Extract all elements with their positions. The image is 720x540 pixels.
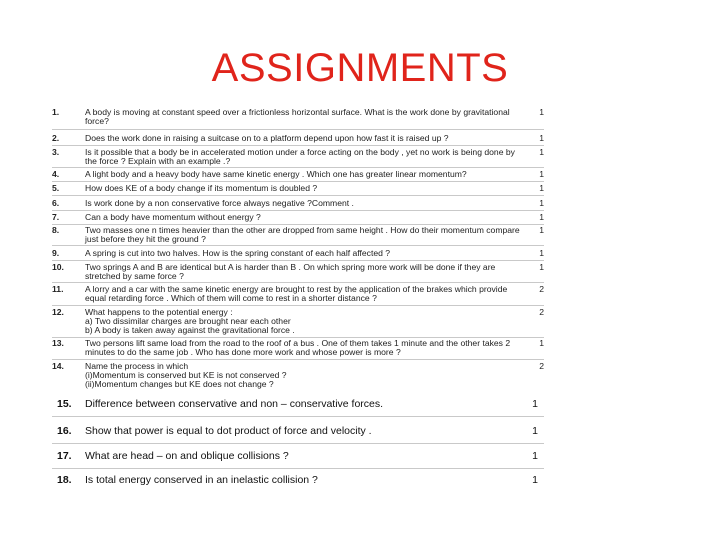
question-marks: 1	[539, 198, 544, 208]
question-number: 15.	[57, 398, 72, 410]
question-text: Is total energy conserved in an inelastic collision ?	[85, 474, 318, 486]
row-divider	[52, 443, 544, 444]
question-line: (i)Momentum is conserved but KE is not conserved ?	[85, 369, 287, 380]
question-line: What happens to the potential energy :	[85, 307, 233, 317]
question-text: A spring is cut into two halves. How is the spring constant of each half affected ?	[85, 248, 391, 258]
question-number: 9.	[52, 248, 60, 258]
question-marks: 1	[539, 248, 544, 258]
question-line: Name the process in which	[85, 361, 189, 371]
question-number: 11.	[52, 284, 64, 294]
row-divider	[52, 129, 544, 130]
question-text: Two springs A and B are identical but A is harder than B . On which spring more work will be done if they are stretched by same force ?	[85, 262, 496, 281]
question-number: 3.	[52, 147, 60, 157]
row-divider	[52, 468, 544, 469]
question-text	[85, 308, 525, 334]
question-marks: 1	[539, 262, 544, 272]
row-divider	[52, 359, 544, 360]
question-text: A body is moving at constant speed over a frictionless horizontal surface. What is the work done by gravitational force?	[85, 107, 510, 126]
question-marks: 1	[532, 398, 538, 410]
question-text: Does the work done in raising a suitcase on to a platform depend upon how fast it is raised up ?	[85, 133, 449, 143]
question-text: Is work done by a non conservative force always negative ?Comment .	[85, 198, 354, 208]
question-number: 2.	[52, 133, 60, 143]
question-number: 1.	[52, 107, 60, 117]
row-divider	[52, 282, 544, 283]
question-marks: 1	[532, 425, 538, 437]
question-number: 7.	[52, 212, 60, 222]
question-text	[85, 362, 525, 388]
question-text: Difference between conservative and non – conservative forces.	[85, 398, 384, 410]
question-number: 5.	[52, 183, 60, 193]
question-number: 8.	[52, 225, 60, 235]
question-marks: 1	[539, 183, 544, 193]
question-number: 14.	[52, 361, 64, 371]
question-marks: 1	[539, 212, 544, 222]
question-marks: 1	[539, 107, 544, 117]
row-divider	[52, 416, 544, 417]
question-text: A light body and a heavy body have same kinetic energy . Which one has greater linear momentum?	[85, 169, 467, 179]
question-text: Is it possible that a body be in accelerated motion under a force acting on the body , yet no work is being done by the force ? Explain with an example .?	[85, 147, 515, 166]
question-number: 16.	[57, 425, 72, 437]
question-marks: 2	[539, 361, 544, 371]
row-divider	[52, 210, 544, 211]
question-number: 13.	[52, 338, 64, 348]
question-text: Two masses one n times heavier than the other are dropped from same height . How do their momentum compare just before they hit the ground ?	[85, 225, 520, 244]
question-marks: 1	[539, 133, 544, 143]
question-marks: 2	[539, 307, 544, 317]
question-number: 10.	[52, 262, 64, 272]
row-divider	[52, 167, 544, 168]
question-marks: 1	[532, 450, 538, 462]
question-marks: 1	[539, 225, 544, 235]
row-divider	[52, 181, 544, 182]
question-number: 17.	[57, 450, 72, 462]
question-number: 12.	[52, 307, 64, 317]
question-line: b) A body is taken away against the gravitational force .	[85, 324, 295, 335]
question-text: How does KE of a body change if its momentum is doubled ?	[85, 183, 318, 193]
question-number: 6.	[52, 198, 60, 208]
question-marks: 1	[532, 474, 538, 486]
row-divider	[52, 195, 544, 196]
question-text: A lorry and a car with the same kinetic energy are brought to rest by the application of the brakes which provide equal retarding force . Which of them will come to rest in a shorter distance ?	[85, 284, 508, 303]
question-text: Two persons lift same load from the road to the roof of a bus . One of them takes 1 minute and the other takes 2 minutes to do the same job . Who has done more work and whose power is more ?	[85, 338, 511, 357]
row-divider	[52, 305, 544, 306]
row-divider	[52, 260, 544, 261]
question-text: Show that power is equal to dot product of force and velocity .	[85, 425, 372, 437]
question-marks: 1	[539, 169, 544, 179]
question-line: (ii)Momentum changes but KE does not change ?	[85, 378, 274, 389]
page-title: ASSIGNMENTS	[211, 46, 509, 90]
question-number: 18.	[57, 474, 72, 486]
question-number: 4.	[52, 169, 60, 179]
row-divider	[52, 145, 544, 146]
question-text: Can a body have momentum without energy ?	[85, 212, 261, 222]
question-text: What are head – on and oblique collisions ?	[85, 450, 289, 462]
question-marks: 1	[539, 147, 544, 157]
row-divider	[52, 245, 544, 246]
question-marks: 2	[539, 284, 544, 294]
question-marks: 1	[539, 338, 544, 348]
question-line: a) Two dissimilar charges are brought near each other	[85, 315, 291, 326]
